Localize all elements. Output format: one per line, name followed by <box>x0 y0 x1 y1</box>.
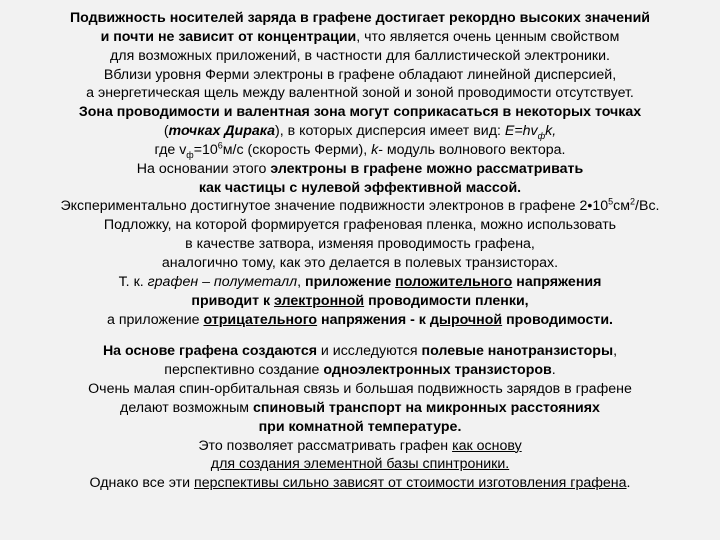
text-span: =10 <box>193 141 218 158</box>
text-span: полевые нанотранзисторы <box>421 343 614 360</box>
text-line <box>0 197 720 216</box>
text-line <box>0 361 720 380</box>
text-span: перспективы сильно зависят от стоимости изготовления графена <box>194 475 627 492</box>
text-span: , <box>297 273 305 290</box>
text-span: напряжения - к <box>317 311 430 328</box>
text-span: где v <box>154 141 187 158</box>
text-span: Очень малая спин-орбитальная связь и большая подвижность зарядов в графене <box>88 381 632 398</box>
text-span: . <box>551 362 556 379</box>
text-line <box>0 292 720 311</box>
text-span: /Вс. <box>635 198 660 215</box>
text-span: а энергетическая щель между валентной зоной и зоной проводимости отсутствует. <box>86 85 634 102</box>
text-line <box>0 342 720 361</box>
text-span: , <box>613 343 618 360</box>
text-span: а приложение <box>106 311 204 328</box>
text-line <box>0 66 720 85</box>
text-line <box>0 311 720 330</box>
text-line <box>0 235 720 254</box>
text-span: проводимости. <box>502 311 613 328</box>
text-line <box>0 141 720 160</box>
text-span: Экспериментально достигнутое значение подвижности электронов в графене 2•10 <box>60 198 609 215</box>
text-line <box>0 273 720 292</box>
text-span: ( <box>163 123 169 140</box>
text-line <box>0 160 720 179</box>
text-span: графен – полуметалл <box>147 273 298 290</box>
text-span: спиновый транспорт на микронных расстояниях <box>253 399 600 416</box>
formula-part: E=hv <box>504 123 538 140</box>
text-span: Подложку, на которой формируется графеновая пленка, можно использовать <box>103 217 617 234</box>
formula <box>505 123 556 139</box>
superscript: 2 <box>630 196 636 207</box>
text-span: . <box>626 475 631 492</box>
formula-subscript: ф <box>537 130 546 141</box>
text-span: и почти не зависит от концентрации <box>100 28 357 45</box>
text-span: приводит к <box>191 292 275 309</box>
text-span: как основу <box>452 437 522 454</box>
text-line <box>0 418 720 437</box>
text-span: Вблизи уровня Ферми электроны в графене обладают линейной дисперсией, <box>103 66 617 83</box>
text-span: как частицы с нулевой эффективной массой. <box>198 179 522 196</box>
text-span: для создания элементной базы спинтроники. <box>210 456 510 473</box>
text-span: Это позволяет рассматривать графен <box>198 437 453 454</box>
text-span: для возможных приложений, в частности для баллистической электроники. <box>110 47 610 64</box>
text-line <box>0 254 720 273</box>
text-span: k <box>371 141 379 158</box>
text-span: На основании этого <box>136 160 271 177</box>
subscript: ф <box>186 149 194 160</box>
text-span: , что является очень ценным свойством <box>356 28 620 45</box>
text-span: перспективно создание <box>164 362 324 379</box>
text-line <box>0 455 720 474</box>
text-line <box>0 179 720 198</box>
text-span: Зона проводимости и валентная зона могут соприкасаться в некоторых точках <box>78 104 642 121</box>
text-span: при комнатной температуре <box>258 418 458 435</box>
text-span: аналогично тому, как это делается в полевых транзисторах. <box>161 254 559 271</box>
text-line <box>0 103 720 122</box>
text-span: электронной <box>274 292 365 309</box>
text-span: одноэлектронных транзисторов <box>323 362 552 379</box>
superscript: 5 <box>608 196 614 207</box>
formula-part: k, <box>545 123 557 140</box>
text-line <box>0 84 720 103</box>
text-line <box>0 47 720 66</box>
text-span: дырочной <box>429 311 503 328</box>
text-span: электроны в графене можно рассматривать <box>270 160 584 177</box>
text-span: м/с (скорость Ферми), <box>222 141 372 158</box>
text-line <box>0 474 720 493</box>
text-span: точках Дирака <box>168 123 276 140</box>
text-span: см <box>613 198 631 215</box>
text-span: делают возможным <box>120 399 253 416</box>
text-span: Однако все эти <box>89 475 195 492</box>
text-span: и исследуются <box>316 343 422 360</box>
text-line <box>0 399 720 418</box>
text-line <box>0 28 720 47</box>
text-line <box>0 380 720 399</box>
text-span: ), в которых дисперсия имеет вид: <box>275 123 505 140</box>
text-span: напряжения <box>512 273 602 290</box>
text-line <box>0 122 720 141</box>
superscript: 6 <box>217 140 223 151</box>
text-span: положительного <box>395 273 513 290</box>
text-span: в качестве затвора, изменяя проводимость графена, <box>185 236 535 253</box>
text-span: отрицательного <box>203 311 318 328</box>
text-span: приложение <box>305 273 396 290</box>
text-line <box>0 437 720 456</box>
text-span: - модуль волнового вектора. <box>378 141 566 158</box>
text-line <box>0 9 720 28</box>
text-span: На основе графена создаются <box>102 343 317 360</box>
paragraph-gap <box>0 329 720 342</box>
text-span: Т. к. <box>118 273 148 290</box>
text-line <box>0 216 720 235</box>
text-span: . <box>457 418 462 435</box>
text-span: Подвижность носителей заряда в графене достигает рекордно высоких значений <box>69 10 651 26</box>
text-span: проводимости пленки, <box>364 292 529 309</box>
